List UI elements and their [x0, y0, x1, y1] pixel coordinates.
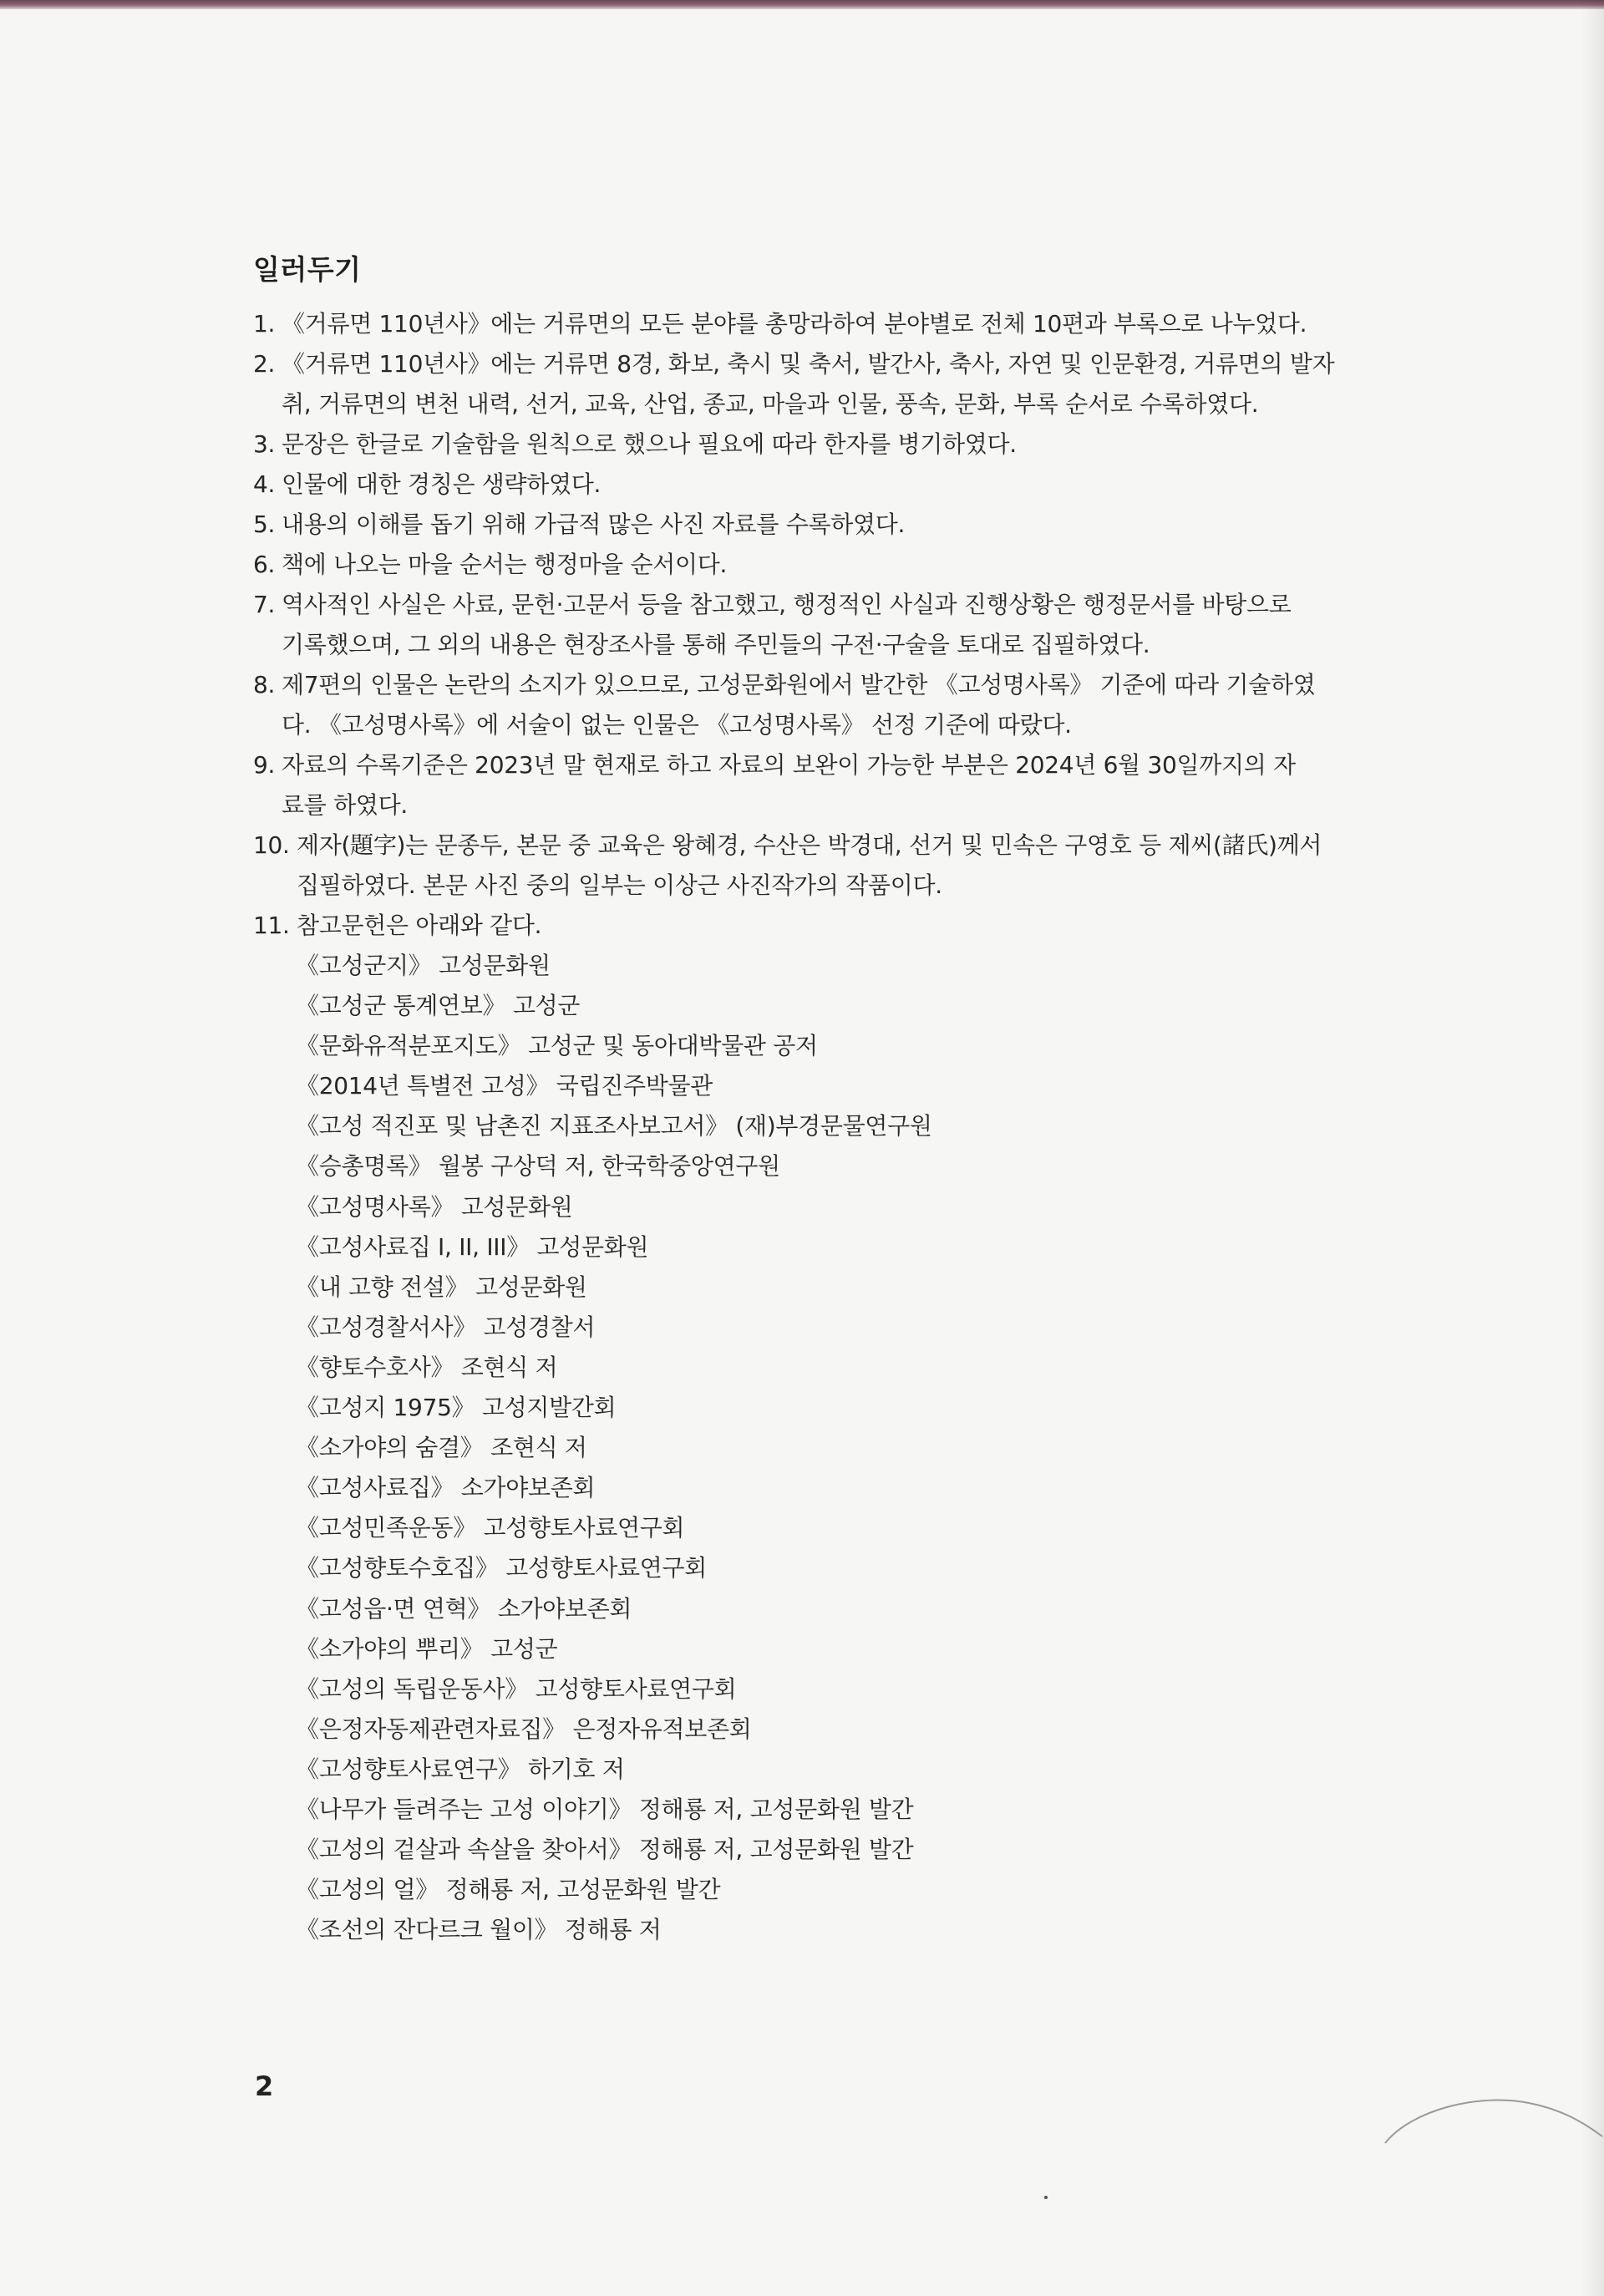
- note-line: 《거류면 110년사》에는 거류면 8경, 화보, 축시 및 축서, 발간사, 축사, 자연 및 인문환경, 거류면의 발자: [282, 350, 1335, 378]
- note-item: [253, 344, 1360, 424]
- note-text: [297, 825, 1360, 906]
- note-item: [253, 304, 1360, 344]
- note-text: [297, 906, 1360, 946]
- reference-item: 《고성지 1975》 고성지발간회: [296, 1394, 617, 1422]
- references-list: [296, 946, 932, 1950]
- page-number: 2: [255, 2070, 274, 2102]
- reference-item: 《은정자동제관련자료집》 은정자유적보존회: [296, 1714, 752, 1743]
- reference-item: 《고성민족운동》 고성향토사료연구회: [296, 1514, 685, 1542]
- corner-curl-mark: [1378, 2085, 1604, 2160]
- reference-item: 《고성군지》 고성문화원: [296, 952, 551, 979]
- note-line: 참고문헌은 아래와 같다.: [297, 912, 542, 939]
- notes-list: [253, 304, 1360, 946]
- note-number: 5.: [253, 511, 276, 538]
- note-line: 제자(題字)는 문종두, 본문 중 교육은 왕혜경, 수산은 박경대, 선거 및 민속은 구영호 등 제씨(諸氏)께서: [297, 831, 1322, 859]
- note-number: 7.: [253, 591, 276, 618]
- reference-item: 《고성군 통계연보》 고성군: [296, 992, 581, 1020]
- note-item: [253, 545, 1360, 585]
- note-item: [253, 505, 1360, 545]
- reference-item: 《고성명사록》 고성문화원: [296, 1192, 573, 1221]
- note-number: 10.: [253, 831, 290, 859]
- note-number: 2.: [253, 350, 276, 378]
- reference-item: 《고성읍·면 연혁》 소가야보존회: [296, 1594, 632, 1623]
- note-item: [253, 585, 1360, 665]
- note-number: 1.: [253, 310, 276, 338]
- reference-item: 《내 고향 전설》 고성문화원: [296, 1272, 587, 1301]
- note-number: 4.: [253, 470, 276, 498]
- page-heading: 일러두기: [253, 253, 362, 286]
- reference-item: 《나무가 들려주는 고성 이야기》 정해룡 저, 고성문화원 발간: [296, 1795, 914, 1823]
- note-line: 기록했으며, 그 외의 내용은 현장조사를 통해 주민들의 구전·구술을 토대로 집필하였다.: [282, 631, 1150, 658]
- note-line: 다. 《고성명사록》에 서술이 없는 인물은 《고성명사록》 선정 기준에 따랐다.: [282, 711, 1072, 739]
- reference-item: 《고성의 겉살과 속살을 찾아서》 정해룡 저, 고성문화원 발간: [296, 1836, 914, 1864]
- reference-item: 《소가야의 숨결》 조현식 저: [296, 1434, 587, 1462]
- note-text: [282, 465, 1360, 505]
- reference-item: 《고성의 독립운동사》 고성향토사료연구회: [296, 1674, 737, 1703]
- note-item: [253, 825, 1360, 906]
- reference-item: 《2014년 특별전 고성》 국립진주박물관: [296, 1072, 713, 1100]
- note-line: 료를 하였다.: [282, 791, 408, 819]
- note-line: 제7편의 인물은 논란의 소지가 있으므로, 고성문화원에서 발간한 《고성명사록》 기준에 따라 기술하였: [282, 671, 1316, 698]
- reference-item: 《고성의 얼》 정해룡 저, 고성문화원 발간: [296, 1876, 721, 1904]
- reference-item: 《문화유적분포지도》 고성군 및 동아대박물관 공저: [296, 1032, 818, 1060]
- reference-item: 《소가야의 뿌리》 고성군: [296, 1634, 558, 1663]
- note-line: 《거류면 110년사》에는 거류면의 모든 분야를 총망라하여 분야별로 전체 10편과 부록으로 나누었다.: [282, 310, 1307, 338]
- note-text: [282, 424, 1360, 465]
- reference-item: 《고성향토수호집》 고성향토사료연구회: [296, 1554, 707, 1582]
- note-line: 인물에 대한 경칭은 생략하였다.: [282, 470, 602, 498]
- note-line: 역사적인 사실은 사료, 문헌·고문서 등을 참고했고, 행정적인 사실과 진행상황은 행정문서를 바탕으로: [282, 591, 1292, 618]
- note-line: 내용의 이해를 돕기 위해 가급적 많은 사진 자료를 수록하였다.: [282, 511, 906, 538]
- note-number: 6.: [253, 551, 276, 578]
- note-text: [282, 505, 1360, 545]
- note-item: [253, 745, 1360, 825]
- reference-item: 《고성경찰서사》 고성경찰서: [296, 1313, 596, 1341]
- note-item: [253, 665, 1360, 745]
- reference-item: 《고성사료집 I, II, III》 고성문화원: [296, 1232, 649, 1261]
- note-text: [282, 745, 1360, 825]
- note-text: [282, 665, 1360, 745]
- note-text: [282, 344, 1360, 424]
- note-line: 집필하였다. 본문 사진 중의 일부는 이상근 사진작가의 작품이다.: [297, 871, 942, 899]
- reference-item: 《고성 적진포 및 남촌진 지표조사보고서》 (재)부경문물연구원: [296, 1112, 932, 1140]
- note-line: 문장은 한글로 기술함을 원칙으로 했으나 필요에 따라 한자를 병기하였다.: [282, 430, 1017, 458]
- note-item: [253, 906, 1360, 946]
- print-speck: [1044, 2196, 1048, 2199]
- note-item: [253, 424, 1360, 465]
- note-line: 책에 나오는 마을 순서는 행정마을 순서이다.: [282, 551, 728, 578]
- reference-item: 《향토수호사》 조현식 저: [296, 1353, 558, 1381]
- note-number: 3.: [253, 430, 276, 458]
- note-number: 11.: [253, 912, 290, 939]
- reference-item: 《고성사료집》 소가야보존회: [296, 1474, 596, 1502]
- note-text: [282, 545, 1360, 585]
- note-line: 자료의 수록기준은 2023년 말 현재로 하고 자료의 보완이 가능한 부분은 2024년 6월 30일까지의 자: [282, 751, 1296, 779]
- note-text: [282, 585, 1360, 665]
- reference-item: 《고성향토사료연구》 하기호 저: [296, 1755, 625, 1783]
- reference-item: 《승총명록》 월봉 구상덕 저, 한국학중앙연구원: [296, 1152, 780, 1181]
- note-number: 9.: [253, 751, 276, 779]
- reference-item: 《조선의 잔다르크 월이》 정해룡 저: [296, 1916, 662, 1944]
- note-text: [282, 304, 1360, 344]
- note-number: 8.: [253, 671, 276, 698]
- note-line: 취, 거류면의 변천 내력, 선거, 교육, 산업, 종교, 마을과 인물, 풍속, 문화, 부록 순서로 수록하였다.: [282, 390, 1259, 418]
- note-item: [253, 465, 1360, 505]
